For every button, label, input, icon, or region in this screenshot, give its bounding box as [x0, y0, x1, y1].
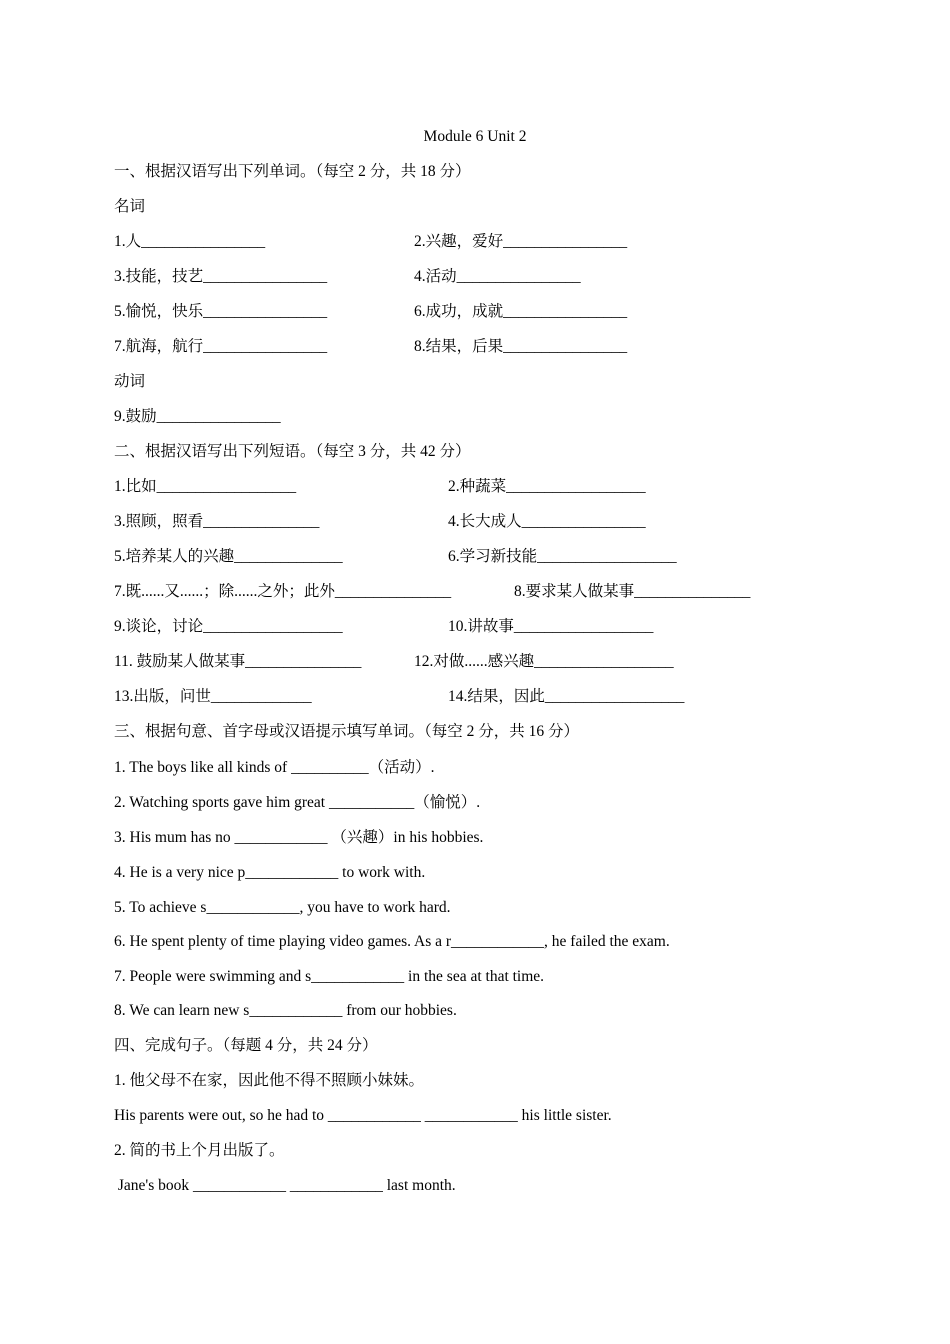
s3-item-6: 6. He spent plenty of time playing video games. As a r____________, he failed the exam. [114, 933, 670, 950]
s2-item-14: 14.结果，因此__________________ [448, 688, 685, 705]
s2-item-6: 6.学习新技能__________________ [448, 548, 677, 565]
s4-item-1-chinese: 1. 他父母不在家，因此他不得不照顾小妹妹。 [114, 1072, 425, 1089]
section-4-heading: 四、完成句子。（每题 4 分，共 24 分） [114, 1037, 378, 1054]
s2-item-8: 8.要求某人做某事_______________ [514, 583, 751, 600]
s1-item-6: 6.成功，成就________________ [414, 303, 628, 320]
s2-item-4: 4.长大成人________________ [448, 513, 646, 530]
s2-item-7: 7.既......又......；除......之外；此外_______________ [114, 583, 452, 600]
noun-label: 名词 [114, 198, 146, 215]
s4-item-1-english: His parents were out, so he had to ____________ ____________ his little sister. [114, 1107, 612, 1124]
s1-item-5: 5.愉悦，快乐________________ [114, 303, 328, 320]
s2-item-3: 3.照顾，照看_______________ [114, 513, 320, 530]
page-title: Module 6 Unit 2 [423, 128, 527, 145]
s2-item-13: 13.出版，问世_____________ [114, 688, 312, 705]
verb-label: 动词 [114, 373, 146, 390]
s3-item-2: 2. Watching sports gave him great ___________（愉悦）. [114, 794, 481, 811]
s1-item-8: 8.结果，后果________________ [414, 338, 628, 355]
s1-item-4: 4.活动________________ [414, 268, 581, 285]
s1-item-1: 1.人________________ [114, 233, 266, 250]
s3-item-5: 5. To achieve s____________, you have to work hard. [114, 899, 451, 916]
s2-item-5: 5.培养某人的兴趣______________ [114, 548, 343, 565]
s4-item-2-chinese: 2. 简的书上个月出版了。 [114, 1142, 285, 1159]
s2-item-11: 11. 鼓励某人做某事_______________ [114, 653, 362, 670]
s1-item-2: 2.兴趣，爱好________________ [414, 233, 628, 250]
s3-item-8: 8. We can learn new s____________ from our hobbies. [114, 1002, 457, 1019]
s1-item-9: 9.鼓励________________ [114, 408, 281, 425]
s3-item-3: 3. His mum has no ____________ （兴趣）in his hobbies. [114, 829, 484, 846]
s4-item-2-english: Jane's book ____________ ____________ last month. [114, 1177, 456, 1194]
s2-item-9: 9.谈论，讨论__________________ [114, 618, 343, 635]
s3-item-7: 7. People were swimming and s____________ in the sea at that time. [114, 968, 545, 985]
s2-item-2: 2.种蔬菜__________________ [448, 478, 646, 495]
s1-item-3: 3.技能，技艺________________ [114, 268, 328, 285]
section-3-heading: 三、根据句意、首字母或汉语提示填写单词。（每空 2 分，共 16 分） [114, 723, 580, 740]
s3-item-1: 1. The boys like all kinds of __________（活动）. [114, 759, 435, 776]
s3-item-4: 4. He is a very nice p____________ to work with. [114, 864, 426, 881]
s1-item-7: 7.航海，航行________________ [114, 338, 328, 355]
s2-item-10: 10.讲故事__________________ [448, 618, 654, 635]
s2-item-1: 1.比如__________________ [114, 478, 297, 495]
section-2-heading: 二、根据汉语写出下列短语。（每空 3 分，共 42 分） [114, 443, 471, 460]
s2-item-12: 12.对做......感兴趣__________________ [414, 653, 674, 670]
section-1-heading: 一、根据汉语写出下列单词。（每空 2 分，共 18 分） [114, 163, 471, 180]
